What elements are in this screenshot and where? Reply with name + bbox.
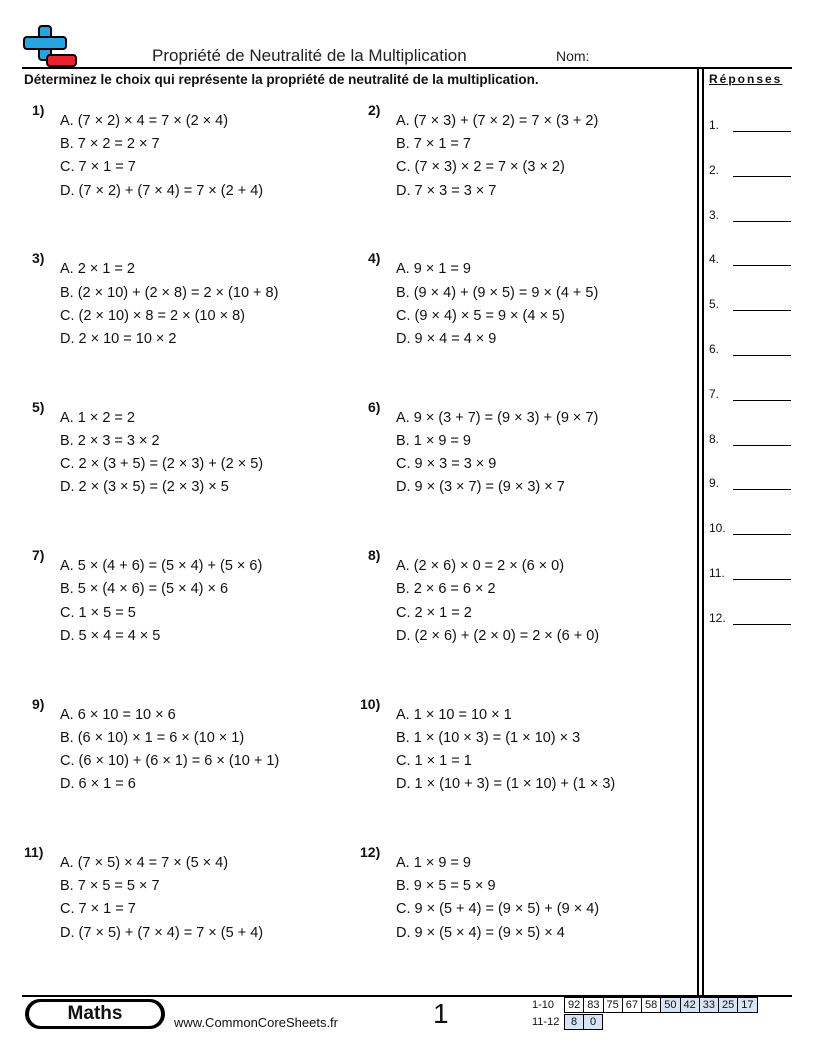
choice-option: C. (7 × 3) × 2 = 7 × (3 × 2) <box>396 159 565 176</box>
choice-option: C. 9 × (5 + 4) = (9 × 5) + (9 × 4) <box>396 901 600 918</box>
answer-line[interactable] <box>709 521 793 535</box>
choice-option: A. 1 × 9 = 9 <box>396 855 471 871</box>
choice-option: D. 9 × (5 × 4) = (9 × 5) × 4 <box>396 924 565 941</box>
choice-option: D. 7 × 3 = 3 × 7 <box>396 182 497 199</box>
answer-line[interactable] <box>709 118 793 132</box>
choice-option: D. 2 × (3 × 5) = (2 × 3) × 5 <box>60 479 229 496</box>
answer-blank[interactable] <box>733 355 791 356</box>
answer-blank[interactable] <box>733 534 791 535</box>
answer-number: 6. <box>709 342 720 356</box>
choice-list <box>60 110 263 203</box>
choice-option: B. 7 × 5 = 5 × 7 <box>60 878 160 895</box>
problem-number: 9) <box>32 695 45 712</box>
answer-line[interactable] <box>709 387 793 401</box>
answer-line[interactable] <box>709 432 793 446</box>
answer-line[interactable] <box>709 611 793 625</box>
score-table <box>532 997 758 1013</box>
choice-option: C. 7 × 1 = 7 <box>60 901 136 918</box>
header-divider <box>22 67 792 69</box>
choice-option: B. 7 × 2 = 2 × 7 <box>60 136 160 153</box>
choice-option: A. 1 × 10 = 10 × 1 <box>396 706 512 723</box>
choice-option: B. 2 × 6 = 6 × 2 <box>396 581 496 598</box>
answer-line[interactable] <box>709 566 793 580</box>
answer-line[interactable] <box>709 208 793 222</box>
score-cell: 92 <box>565 998 584 1013</box>
problem-number: 10) <box>360 695 381 712</box>
choice-list <box>396 852 599 945</box>
answer-number: 5. <box>709 297 720 312</box>
score-cell: 33 <box>699 998 718 1013</box>
score-range-label: 1-10 <box>532 999 555 1011</box>
choice-list <box>396 704 615 797</box>
answer-number: 2. <box>709 162 720 177</box>
choice-option: D. 6 × 1 = 6 <box>60 776 136 793</box>
choice-list <box>60 704 279 797</box>
answer-line[interactable] <box>709 252 793 266</box>
choice-list <box>60 852 263 945</box>
choice-option: C. 1 × 1 = 1 <box>396 753 472 769</box>
problem-number: 4) <box>368 250 381 267</box>
problem-number: 8) <box>368 547 381 564</box>
choice-option: D. 5 × 4 = 4 × 5 <box>60 627 161 644</box>
answer-number: 8. <box>709 431 720 446</box>
choice-option: B. (9 × 4) + (9 × 5) = 9 × (4 + 5) <box>396 284 599 301</box>
answer-blank[interactable] <box>733 400 791 401</box>
answer-blank[interactable] <box>733 310 791 311</box>
choice-option: B. 1 × (10 × 3) = (1 × 10) × 3 <box>396 729 581 746</box>
answer-column-divider <box>697 68 699 996</box>
choice-option: D. 9 × 4 = 4 × 9 <box>396 331 497 347</box>
choice-option: D. (2 × 6) + (2 × 0) = 2 × (6 + 0) <box>396 627 600 644</box>
answer-blank[interactable] <box>733 445 791 446</box>
problem-number: 1) <box>32 102 45 118</box>
page-number: 1 <box>433 998 449 1029</box>
choice-option: A. 1 × 2 = 2 <box>60 409 135 426</box>
score-cell: 58 <box>642 998 661 1013</box>
choice-list <box>396 555 599 648</box>
choice-option: D. (7 × 2) + (7 × 4) = 7 × (2 + 4) <box>60 182 264 199</box>
answer-number: 4. <box>709 252 720 267</box>
choice-list <box>60 555 262 648</box>
score-cell: 17 <box>738 998 757 1013</box>
choice-option: D. (7 × 5) + (7 × 4) = 7 × (5 + 4) <box>60 924 264 941</box>
score-cell: 83 <box>584 998 603 1013</box>
choice-option: A. 2 × 1 = 2 <box>60 261 135 278</box>
answer-column-divider <box>702 68 704 996</box>
answer-number: 11. <box>709 566 725 580</box>
answer-line[interactable] <box>709 297 793 311</box>
answer-blank[interactable] <box>733 265 791 266</box>
choice-option: B. (2 × 10) + (2 × 8) = 2 × (10 + 8) <box>60 284 279 301</box>
choice-option: B. 1 × 9 = 9 <box>396 433 471 449</box>
answer-number: 7. <box>709 386 720 401</box>
problem-number: 7) <box>32 547 45 564</box>
answer-line[interactable] <box>709 476 793 490</box>
answer-blank[interactable] <box>733 624 791 625</box>
choice-option: D. 2 × 10 = 10 × 2 <box>60 331 177 347</box>
score-cell: 0 <box>584 1015 603 1030</box>
choice-option: A. (2 × 6) × 0 = 2 × (6 × 0) <box>396 558 565 575</box>
answer-number: 10. <box>709 521 726 536</box>
score-table <box>532 1014 603 1030</box>
subject-badge <box>25 999 165 1029</box>
problem-number: 12) <box>360 844 381 860</box>
plus-minus-logo-icon <box>22 24 78 68</box>
score-cell: 25 <box>719 998 738 1013</box>
choice-option: C. 9 × 3 = 3 × 9 <box>396 456 497 473</box>
choice-option: A. 5 × (4 + 6) = (5 × 4) + (5 × 6) <box>60 558 263 575</box>
choice-option: B. (6 × 10) × 1 = 6 × (10 × 1) <box>60 729 245 746</box>
website-url: www.CommonCoreSheets.fr <box>174 1015 338 1030</box>
choice-option: C. 1 × 5 = 5 <box>60 604 136 621</box>
answer-number: 3. <box>709 207 720 222</box>
choice-option: A. 6 × 10 = 10 × 6 <box>60 706 176 723</box>
choice-list <box>60 407 263 500</box>
choice-option: B. 7 × 1 = 7 <box>396 136 471 153</box>
score-cell: 67 <box>622 998 641 1013</box>
score-range-label: 11-12 <box>532 1016 560 1028</box>
choice-option: C. 7 × 1 = 7 <box>60 159 136 176</box>
name-label: Nom: <box>556 48 590 64</box>
choice-option: C. 2 × (3 + 5) = (2 × 3) + (2 × 5) <box>60 456 264 473</box>
worksheet-title: Propriété de Neutralité de la Multiplication <box>152 46 467 65</box>
problem-number: 5) <box>32 398 45 415</box>
problem-number: 3) <box>32 250 45 267</box>
choice-option: A. (7 × 3) + (7 × 2) = 7 × (3 + 2) <box>396 113 599 129</box>
problem-number: 11) <box>24 844 44 860</box>
score-cell: 50 <box>661 998 680 1013</box>
choice-list <box>60 258 278 351</box>
score-cell: 42 <box>680 998 699 1013</box>
choice-option: B. 2 × 3 = 3 × 2 <box>60 433 160 449</box>
choice-option: C. 2 × 1 = 2 <box>396 604 472 621</box>
instructions: Déterminez le choix qui représente la propriété de neutralité de la multiplication. <box>24 72 539 87</box>
choice-option: A. 9 × 1 = 9 <box>396 261 471 278</box>
choice-option: A. 9 × (3 + 7) = (9 × 3) + (9 × 7) <box>396 409 599 426</box>
choice-option: A. (7 × 5) × 4 = 7 × (5 × 4) <box>60 855 229 871</box>
choice-option: B. 9 × 5 = 5 × 9 <box>396 878 496 895</box>
choice-option: C. (6 × 10) + (6 × 1) = 6 × (10 + 1) <box>60 753 280 769</box>
problem-number: 2) <box>368 102 381 118</box>
subject-label: Maths <box>29 1002 161 1026</box>
choice-list <box>396 407 598 500</box>
choice-list <box>396 258 598 351</box>
answer-number: 1. <box>709 118 720 132</box>
answer-number: 12. <box>709 610 726 625</box>
choice-option: C. (9 × 4) × 5 = 9 × (4 × 5) <box>396 307 565 324</box>
problem-number: 6) <box>368 398 381 415</box>
answer-blank[interactable] <box>733 131 791 132</box>
score-cell: 8 <box>565 1015 584 1030</box>
answers-heading: Réponses <box>709 72 783 86</box>
answer-blank[interactable] <box>733 176 791 177</box>
answer-number: 9. <box>709 476 720 491</box>
choice-option: B. 5 × (4 × 6) = (5 × 4) × 6 <box>60 581 229 598</box>
answer-line[interactable] <box>709 163 793 177</box>
answer-blank[interactable] <box>733 221 791 222</box>
score-cell: 75 <box>603 998 622 1013</box>
choice-option: D. 1 × (10 + 3) = (1 × 10) + (1 × 3) <box>396 776 616 793</box>
choice-option: C. (2 × 10) × 8 = 2 × (10 × 8) <box>60 307 245 324</box>
answer-blank[interactable] <box>733 579 791 580</box>
answer-blank[interactable] <box>733 489 791 490</box>
choice-option: D. 9 × (3 × 7) = (9 × 3) × 7 <box>396 479 565 496</box>
choice-option: A. (7 × 2) × 4 = 7 × (2 × 4) <box>60 113 229 129</box>
answer-line[interactable] <box>709 342 793 356</box>
choice-list <box>396 110 598 203</box>
